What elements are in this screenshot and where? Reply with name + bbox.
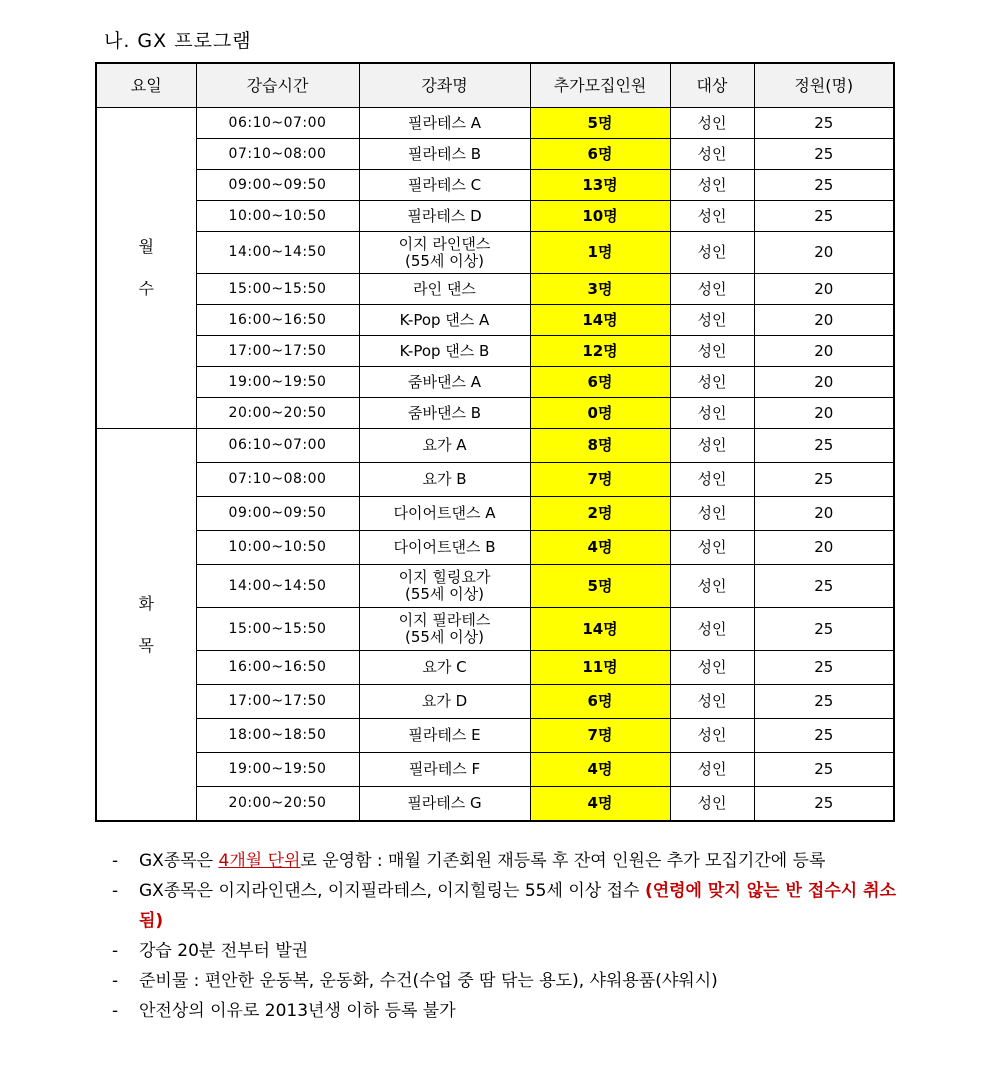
additional-cell: 6명 [530,139,670,170]
time-cell: 09:00~09:50 [196,170,359,201]
time-cell: 15:00~15:50 [196,274,359,305]
time-cell: 16:00~16:50 [196,651,359,685]
course-name: 필라테스 F [408,760,481,778]
target-cell: 성인 [670,719,754,753]
course-name: 필라테스 A [408,113,481,132]
time-cell: 16:00~16:50 [196,305,359,336]
time-cell: 19:00~19:50 [196,367,359,398]
target-cell: 성인 [670,170,754,201]
day-label-1: 월 [138,237,154,256]
header-course: 강좌명 [359,63,530,108]
course-name: 필라테스 E [408,726,481,744]
note-text: 준비물 : 편안한 운동복, 운동화, 수건(수업 중 땀 닦는 용도), 샤워용품(샤워시) [139,971,718,991]
course-cell [359,170,530,201]
capacity-cell: 25 [754,108,894,139]
note-item [112,876,896,936]
course-name: 요가 A [422,436,467,454]
course-cell [359,201,530,232]
course-name: 요가 D [421,692,468,710]
capacity-cell: 20 [754,336,894,367]
course-cell [359,608,530,651]
additional-cell: 7명 [530,719,670,753]
additional-cell: 8명 [530,429,670,463]
course-cell [359,565,530,608]
capacity-cell: 20 [754,305,894,336]
additional-cell: 13명 [530,170,670,201]
note-text: 안전상의 이유로 2013년생 이하 등록 불가 [139,1001,456,1021]
target-cell: 성인 [670,232,754,274]
course-name: 다이어트댄스 B [393,538,496,556]
additional-cell: 4명 [530,787,670,822]
table-row [96,787,894,822]
target-cell: 성인 [670,398,754,429]
note-text: 로 운영함 : 매월 기존회원 재등록 후 잔여 인원은 추가 모집기간에 등록 [300,851,826,871]
course-name: 필라테스 C [407,175,482,194]
table-row [96,565,894,608]
note-item [112,996,896,1026]
capacity-cell: 20 [754,398,894,429]
capacity-cell: 25 [754,201,894,232]
header-additional: 추가모집인원 [530,63,670,108]
day-label-1: 화 [138,593,154,613]
header-day: 요일 [96,63,196,108]
capacity-cell: 25 [754,719,894,753]
additional-cell: 3명 [530,274,670,305]
course-cell [359,367,530,398]
table-row [96,274,894,305]
course-name: K-Pop 댄스 A [399,310,490,329]
course-cell [359,685,530,719]
additional-cell: 5명 [530,108,670,139]
course-cell [359,719,530,753]
course-cell [359,651,530,685]
time-cell: 17:00~17:50 [196,685,359,719]
additional-cell: 2명 [530,497,670,531]
capacity-cell: 25 [754,608,894,651]
time-cell: 10:00~10:50 [196,531,359,565]
course-note: (55세 이상) [404,251,485,270]
table-row [96,367,894,398]
capacity-cell: 25 [754,463,894,497]
table-row [96,719,894,753]
target-cell: 성인 [670,336,754,367]
time-cell: 06:10~07:00 [196,108,359,139]
table-row [96,429,894,463]
course-cell [359,429,530,463]
course-cell [359,398,530,429]
target-cell: 성인 [670,429,754,463]
note-item [112,846,896,876]
course-name: 요가 B [422,470,467,488]
capacity-cell: 25 [754,170,894,201]
table-row [96,201,894,232]
course-cell [359,531,530,565]
note-text: GX종목은 [139,851,219,871]
course-cell [359,139,530,170]
section-title: 나. GX 프로그램 [104,30,252,52]
capacity-cell: 25 [754,139,894,170]
day-cell [96,108,196,429]
note-dash: - [112,971,119,991]
header-capacity: 정원(명) [754,63,894,108]
target-cell: 성인 [670,367,754,398]
note-dash: - [112,881,119,901]
table-row [96,398,894,429]
time-cell: 19:00~19:50 [196,753,359,787]
capacity-cell: 25 [754,753,894,787]
target-cell: 성인 [670,497,754,531]
course-name: 이지 힐링요가 [398,568,491,586]
table-row [96,170,894,201]
additional-cell: 11명 [530,651,670,685]
course-cell [359,497,530,531]
additional-cell: 7명 [530,463,670,497]
target-cell: 성인 [670,787,754,822]
additional-cell: 6명 [530,367,670,398]
course-name: 필라테스 D [407,206,482,225]
group-mon-wed [96,108,894,429]
course-note: (55세 이상) [404,628,485,646]
note-dash: - [112,851,119,871]
note-item [112,966,896,996]
table-row [96,336,894,367]
capacity-cell: 20 [754,497,894,531]
note-dash: - [112,1001,119,1021]
target-cell: 성인 [670,463,754,497]
course-name: K-Pop 댄스 B [399,341,490,360]
course-name: 필라테스 G [407,794,482,812]
target-cell: 성인 [670,274,754,305]
additional-cell: 4명 [530,531,670,565]
target-cell: 성인 [670,608,754,651]
table-row [96,753,894,787]
additional-cell: 12명 [530,336,670,367]
target-cell: 성인 [670,685,754,719]
day-cell [96,429,196,822]
capacity-cell: 20 [754,274,894,305]
header-time: 강습시간 [196,63,359,108]
time-cell: 06:10~07:00 [196,429,359,463]
course-cell [359,108,530,139]
course-cell [359,305,530,336]
capacity-cell: 25 [754,787,894,822]
additional-cell: 10명 [530,201,670,232]
course-name: 라인 댄스 [413,279,476,298]
time-cell: 07:10~08:00 [196,463,359,497]
additional-cell: 0명 [530,398,670,429]
capacity-cell: 25 [754,685,894,719]
table-row [96,232,894,274]
time-cell: 15:00~15:50 [196,608,359,651]
time-cell: 17:00~17:50 [196,336,359,367]
day-label-2: 목 [138,635,154,655]
course-name: 이지 필라테스 [398,611,491,629]
capacity-cell: 25 [754,651,894,685]
target-cell: 성인 [670,201,754,232]
note-warning: (연령에 맞지 않는 반 접수시 취소됨) [139,881,896,931]
group-tue-thu [96,429,894,822]
time-cell: 18:00~18:50 [196,719,359,753]
note-item [112,936,896,966]
target-cell: 성인 [670,531,754,565]
additional-cell: 14명 [530,305,670,336]
target-cell: 성인 [670,753,754,787]
table-row [96,139,894,170]
capacity-cell: 20 [754,531,894,565]
note-highlight: 4개월 단위 [218,851,301,871]
target-cell: 성인 [670,565,754,608]
course-cell [359,753,530,787]
course-cell [359,463,530,497]
course-cell [359,787,530,822]
capacity-cell: 25 [754,565,894,608]
header-row [96,63,894,108]
table-row [96,497,894,531]
target-cell: 성인 [670,139,754,170]
gx-schedule-table [95,62,895,822]
course-name: 줌바댄스 B [407,403,482,422]
note-text: 강습 20분 전부터 발권 [139,941,309,961]
header-target: 대상 [670,63,754,108]
course-name: 요가 C [422,658,467,676]
course-name: 이지 라인댄스 [398,234,491,253]
target-cell: 성인 [670,651,754,685]
note-text: GX종목은 이지라인댄스, 이지필라테스, 이지힐링는 55세 이상 접수 [139,881,645,901]
table-row [96,463,894,497]
notes-list [112,846,896,1026]
course-cell [359,232,530,274]
capacity-cell: 20 [754,367,894,398]
table-row [96,305,894,336]
time-cell: 14:00~14:50 [196,565,359,608]
additional-cell: 14명 [530,608,670,651]
additional-cell: 1명 [530,232,670,274]
table-row [96,108,894,139]
note-dash: - [112,941,119,961]
time-cell: 09:00~09:50 [196,497,359,531]
target-cell: 성인 [670,108,754,139]
additional-cell: 5명 [530,565,670,608]
target-cell: 성인 [670,305,754,336]
table-row [96,531,894,565]
additional-cell: 6명 [530,685,670,719]
time-cell: 20:00~20:50 [196,398,359,429]
time-cell: 14:00~14:50 [196,232,359,274]
time-cell: 10:00~10:50 [196,201,359,232]
table-row [96,651,894,685]
time-cell: 07:10~08:00 [196,139,359,170]
capacity-cell: 25 [754,429,894,463]
table-row [96,685,894,719]
course-cell [359,336,530,367]
course-name: 줌바댄스 A [408,372,481,391]
course-name: 다이어트댄스 A [393,504,496,522]
additional-cell: 4명 [530,753,670,787]
day-label-2: 수 [138,279,154,298]
course-name: 필라테스 B [407,144,482,163]
course-note: (55세 이상) [404,585,485,603]
table-row [96,608,894,651]
course-cell [359,274,530,305]
capacity-cell: 20 [754,232,894,274]
time-cell: 20:00~20:50 [196,787,359,822]
